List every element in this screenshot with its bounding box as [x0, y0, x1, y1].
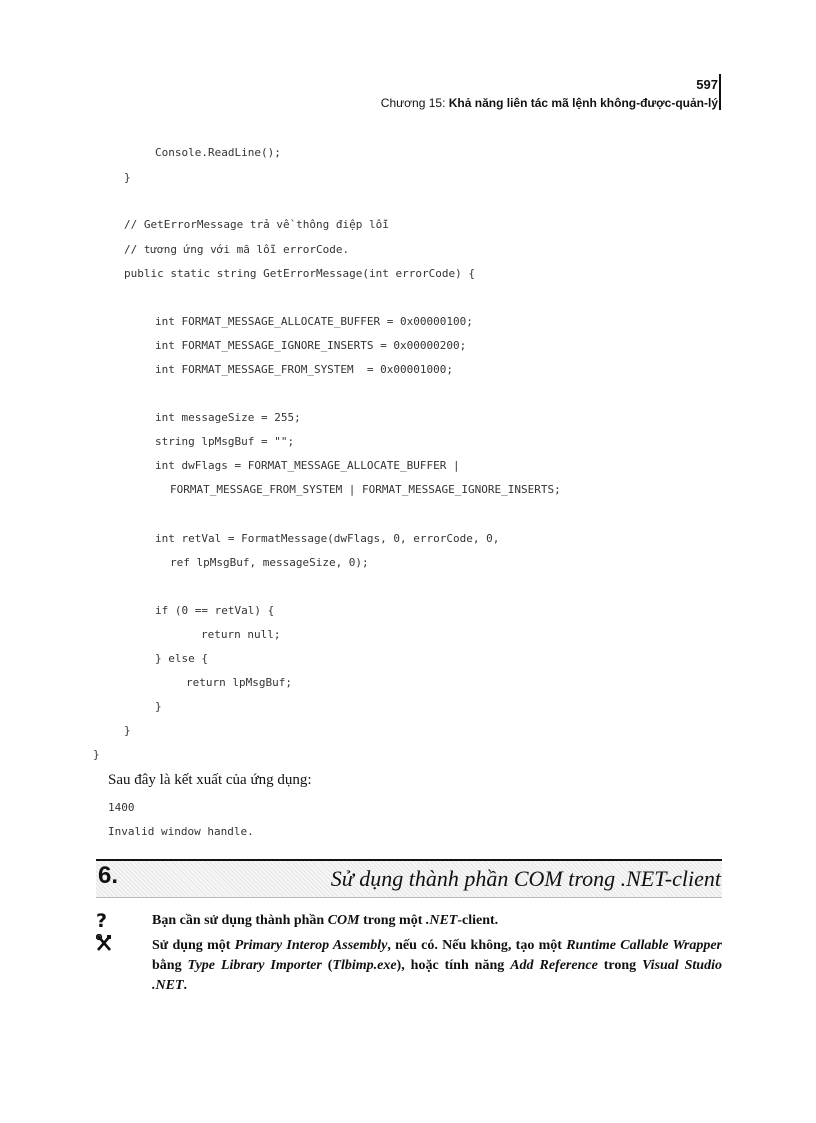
solution-text: Type Library Importer [187, 958, 322, 973]
code-line: // tương ứng với mã lỗi errorCode. [124, 243, 350, 256]
solution-text: Sử dụng một [152, 938, 235, 953]
code-line: public static string GetErrorMessage(int errorCode) { [124, 267, 475, 280]
code-line: int dwFlags = FORMAT_MESSAGE_ALLOCATE_BUFFER | [155, 459, 460, 472]
solution-text: Tlbimp.exe [332, 958, 397, 973]
code-line: // GetErrorMessage trả về thông điệp lỗi [124, 218, 389, 231]
page-number: 597 [696, 77, 718, 92]
code-line: } [155, 700, 162, 713]
solution-text: , nếu có. Nếu không, tạo một [387, 938, 567, 953]
output-line: 1400 [108, 801, 135, 814]
chapter-header [381, 96, 718, 110]
problem-text: Bạn cần sử dụng thành phần [152, 913, 328, 928]
problem-text: -client. [457, 913, 499, 928]
problem-text: trong một [359, 913, 426, 928]
problem-text: .NET [425, 913, 458, 928]
tools-icon [96, 934, 112, 956]
problem-text: COM [327, 913, 360, 928]
code-line: if (0 == retVal) { [155, 604, 275, 617]
code-line: } [124, 724, 131, 737]
code-line: int FORMAT_MESSAGE_ALLOCATE_BUFFER = 0x00000100; [155, 315, 473, 328]
code-line: } [93, 748, 100, 761]
code-line: FORMAT_MESSAGE_FROM_SYSTEM | FORMAT_MESSAGE_IGNORE_INSERTS; [170, 483, 561, 496]
code-line: return lpMsgBuf; [186, 676, 292, 689]
solution-text: trong [597, 958, 643, 973]
solution-text: ), hoặc tính năng [396, 958, 511, 973]
code-line: ref lpMsgBuf, messageSize, 0); [170, 556, 369, 569]
solution-text: Add Reference [510, 958, 598, 973]
solution-text: bằng [152, 958, 188, 973]
solution-text: Visual Studio .NET [152, 958, 722, 993]
output-intro-paragraph: Sau đây là kết xuất của ứng dụng: [108, 772, 312, 788]
header-rule [719, 74, 721, 110]
code-line: string lpMsgBuf = ""; [155, 435, 295, 448]
code-line: int messageSize = 255; [155, 411, 301, 424]
section-title: Sử dụng thành phần COM trong .NET-client [330, 866, 721, 891]
chapter-prefix: Chương 15: [380, 96, 449, 110]
solution-statement [152, 936, 722, 996]
code-line: Console.ReadLine(); [155, 146, 281, 159]
solution-text: Primary Interop Assembly [234, 938, 388, 953]
code-line: int retVal = FormatMessage(dwFlags, 0, errorCode, 0, [155, 532, 500, 545]
code-line: } [124, 171, 131, 184]
solution-text: Runtime Callable Wrapper [566, 938, 722, 953]
code-line: int FORMAT_MESSAGE_FROM_SYSTEM = 0x00001000; [155, 363, 454, 376]
chapter-title: Khả năng liên tác mã lệnh không-được-quản-lý [448, 96, 718, 110]
code-line: return null; [201, 628, 281, 641]
code-line: int FORMAT_MESSAGE_IGNORE_INSERTS = 0x00000200; [155, 339, 467, 352]
question-mark-icon: ? [96, 910, 108, 932]
problem-statement [152, 913, 498, 929]
section-number: 6. [98, 862, 119, 889]
code-line: } else { [155, 652, 208, 665]
output-line: Invalid window handle. [108, 825, 254, 838]
solution-text: ( [321, 958, 333, 973]
solution-text: . [183, 978, 187, 993]
